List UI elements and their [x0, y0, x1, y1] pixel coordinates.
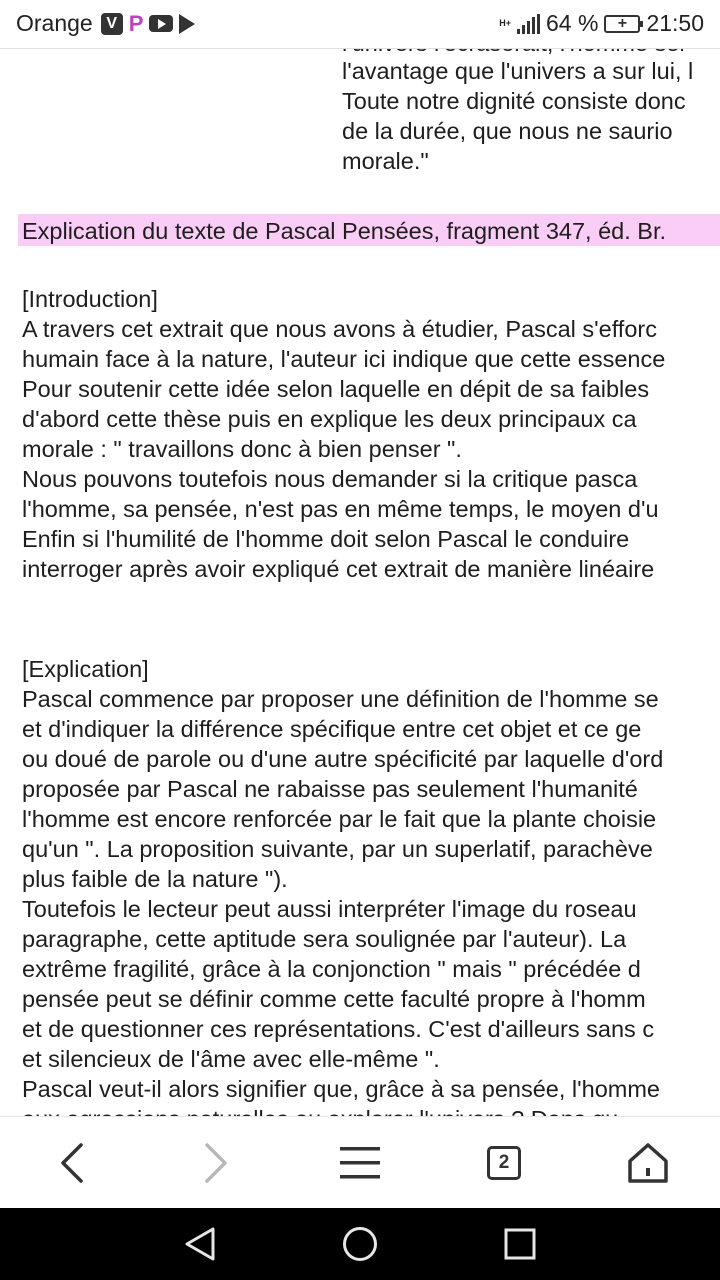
paragraph-line: Pascal veut-il alors signifier que, grâce à sa pensée, l'homme: [22, 1076, 660, 1102]
menu-button[interactable]: [330, 1137, 390, 1189]
network-type: H+: [499, 18, 511, 28]
paragraph-line: l'homme, sa pensée, n'est pas en même temps, le moyen d'u: [22, 496, 659, 522]
quote-line: de la durée, que nous ne saurio: [342, 118, 673, 144]
paragraph-line: qu'un ". La proposition suivante, par un superlatif, parachève: [22, 836, 653, 862]
section-title: Explication du texte de Pascal Pensées, fragment 347, éd. Br.: [22, 218, 667, 244]
paragraph-line: Toutefois le lecteur peut aussi interpréter l'image du roseau: [22, 896, 637, 922]
carrier-name: Orange: [16, 10, 93, 36]
paragraph-line: proposée par Pascal ne rabaisse pas seulement l'humanité: [22, 776, 638, 802]
forward-button[interactable]: [186, 1137, 246, 1189]
tabs-button[interactable]: [474, 1137, 534, 1189]
paragraph-line: humain face à la nature, l'auteur ici indique que cette essence: [22, 346, 666, 372]
paragraph-line: et de questionner ces représentations. C'est d'ailleurs sans c: [22, 1016, 655, 1042]
system-navigation-bar: [0, 1208, 720, 1280]
paragraph-line: plus faible de la nature ").: [22, 866, 288, 892]
circle-home-icon: [341, 1225, 379, 1263]
paragraph-line: interroger après avoir expliqué cet extrait de manière linéaire: [22, 556, 655, 582]
paragraph-line: extrême fragilité, grâce à la conjonction " mais " précédée d: [22, 956, 641, 982]
web-page-content[interactable]: [0, 48, 720, 1116]
status-bar: [0, 0, 720, 49]
quote-line: morale.": [342, 148, 429, 174]
paragraph-line: et silencieux de l'âme avec elle-même ".: [22, 1046, 440, 1072]
paragraph-line: paragraphe, cette aptitude sera soulignée par l'auteur). La: [22, 926, 627, 952]
paragraph-line: Pour soutenir cette idée selon laquelle en dépit de sa faibles: [22, 376, 650, 402]
battery-icon: [604, 15, 640, 33]
paragraph-line: ou doué de parole ou d'une autre spécificité par laquelle d'ord: [22, 746, 664, 772]
chevron-left-icon: [57, 1141, 87, 1185]
paragraph-line: A travers cet extrait que nous avons à étudier, Pascal s'efforc: [22, 316, 657, 342]
play-store-icon: [179, 14, 195, 34]
system-home-button[interactable]: [338, 1224, 382, 1264]
browser-toolbar: [0, 1116, 720, 1209]
status-bar-left: [16, 10, 195, 37]
signal-icon: [517, 14, 540, 34]
quote-line: l'avantage que l'univers a sur lui, l: [342, 58, 694, 84]
hamburger-menu-icon: [339, 1145, 381, 1181]
paragraph-line: l'homme est encore renforcée par le fait que la plante choisie: [22, 806, 657, 832]
battery-percent: 64 %: [546, 10, 599, 36]
triangle-back-icon: [183, 1226, 217, 1262]
back-button[interactable]: [42, 1137, 102, 1189]
status-bar-right: [499, 10, 704, 37]
paragraph-line: Enfin si l'humilité de l'homme doit selon Pascal le conduire: [22, 526, 630, 552]
system-back-button[interactable]: [178, 1224, 222, 1264]
system-recents-button[interactable]: [498, 1224, 542, 1264]
paragraph-line: et d'indiquer la différence spécifique entre cet objet et ce ge: [22, 716, 642, 742]
paragraph-line: d'abord cette thèse puis en explique les deux principaux ca: [22, 406, 637, 432]
chevron-right-icon: [201, 1141, 231, 1185]
paragraph-line: Nous pouvons toutefois nous demander si la critique pasca: [22, 466, 638, 492]
introduction-heading: [Introduction]: [22, 286, 158, 312]
paragraph-line: morale : " travaillons donc à bien penser ".: [22, 436, 462, 462]
p-app-icon: P: [128, 10, 144, 36]
tabs-count-badge: 2: [487, 1146, 521, 1180]
youtube-icon: [149, 15, 173, 32]
paragraph-line: pensée peut se définir comme cette faculté propre à l'homm: [22, 986, 646, 1012]
clock: 21:50: [646, 10, 704, 36]
home-button[interactable]: [618, 1137, 678, 1189]
explication-heading: [Explication]: [22, 656, 149, 682]
paragraph-line: Pascal commence par proposer une définition de l'homme se: [22, 686, 659, 712]
quote-line: Toute notre dignité consiste donc: [342, 88, 686, 114]
square-recents-icon: [503, 1227, 537, 1261]
battery-charging-symbol: +: [617, 14, 628, 32]
home-icon: [626, 1141, 670, 1185]
vpn-badge-icon: V: [101, 13, 123, 35]
